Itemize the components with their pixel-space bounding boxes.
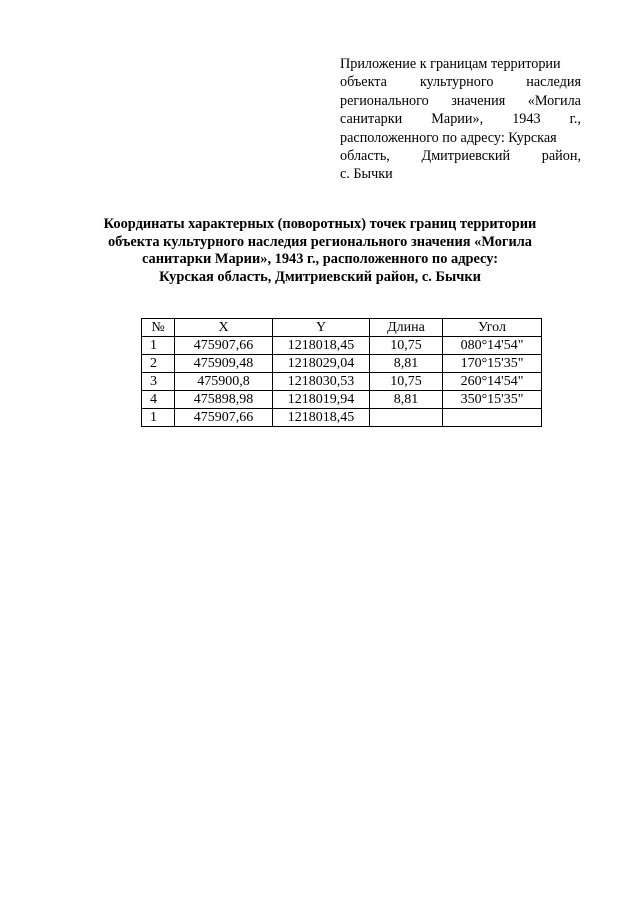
annex-word: Марии», — [431, 111, 484, 128]
annex-word: г., — [569, 111, 581, 128]
cell-length: 8,81 — [370, 355, 443, 373]
cell-length: 8,81 — [370, 391, 443, 409]
cell-x: 475907,66 — [175, 337, 273, 355]
annex-word: район, — [541, 148, 581, 165]
annex-word: значения — [451, 92, 506, 109]
annex-line: расположенного по адресу: Курская — [340, 129, 557, 146]
cell-y: 1218018,45 — [273, 409, 370, 427]
annex-line — [340, 92, 581, 110]
annex-word: культурного — [419, 74, 494, 91]
cell-length: 10,75 — [370, 337, 443, 355]
header-angle: Угол — [443, 319, 542, 337]
title-line: Курская область, Дмитриевский район, с. Бычки — [159, 268, 481, 285]
cell-angle: 260°14'54" — [443, 373, 542, 391]
table-row — [142, 337, 542, 355]
cell-number: 1 — [142, 337, 175, 355]
annex-line — [340, 147, 581, 165]
annex-word: «Могила — [527, 92, 581, 109]
cell-x: 475909,48 — [175, 355, 273, 373]
annex-word: 1943 — [512, 111, 541, 128]
title-line: Координаты характерных (поворотных) точек границ территории — [103, 216, 537, 232]
cell-angle — [443, 409, 542, 427]
cell-number: 2 — [142, 355, 175, 373]
cell-number: 1 — [142, 409, 175, 427]
annex-note — [340, 55, 581, 184]
annex-word: наследия — [526, 74, 581, 91]
annex-word: область, — [340, 148, 390, 165]
title-line: санитарки Марии», 1943 г., расположенного по адресу: — [141, 251, 499, 268]
cell-angle: 350°15'35" — [443, 391, 542, 409]
annex-line: Приложение к границам территории — [340, 56, 561, 72]
cell-y: 1218019,94 — [273, 391, 370, 409]
header-y: Y — [273, 319, 370, 337]
annex-line: с. Бычки — [340, 166, 393, 183]
cell-length: 10,75 — [370, 373, 443, 391]
annex-word: регионального — [340, 92, 429, 109]
cell-y: 1218029,04 — [273, 355, 370, 373]
annex-word: объекта — [340, 74, 387, 91]
cell-x: 475907,66 — [175, 409, 273, 427]
coordinates-table — [141, 318, 542, 427]
document-title — [90, 216, 550, 286]
cell-angle: 170°15'35" — [443, 355, 542, 373]
header-length: Длина — [370, 319, 443, 337]
cell-x: 475900,8 — [175, 373, 273, 391]
annex-line — [340, 110, 581, 128]
annex-word: Дмитриевский — [421, 148, 511, 165]
header-x: X — [175, 319, 273, 337]
table-row — [142, 409, 542, 427]
table-row — [142, 355, 542, 373]
table-header-row — [142, 319, 542, 337]
annex-word: санитарки — [340, 111, 403, 128]
cell-length — [370, 409, 443, 427]
annex-line — [340, 73, 581, 91]
cell-x: 475898,98 — [175, 391, 273, 409]
table-row — [142, 373, 542, 391]
cell-y: 1218018,45 — [273, 337, 370, 355]
title-line: объекта культурного наследия регионального значения «Могила — [107, 233, 533, 250]
cell-angle: 080°14'54" — [443, 337, 542, 355]
table-row — [142, 391, 542, 409]
cell-number: 3 — [142, 373, 175, 391]
header-number: № — [142, 319, 175, 337]
cell-y: 1218030,53 — [273, 373, 370, 391]
cell-number: 4 — [142, 391, 175, 409]
